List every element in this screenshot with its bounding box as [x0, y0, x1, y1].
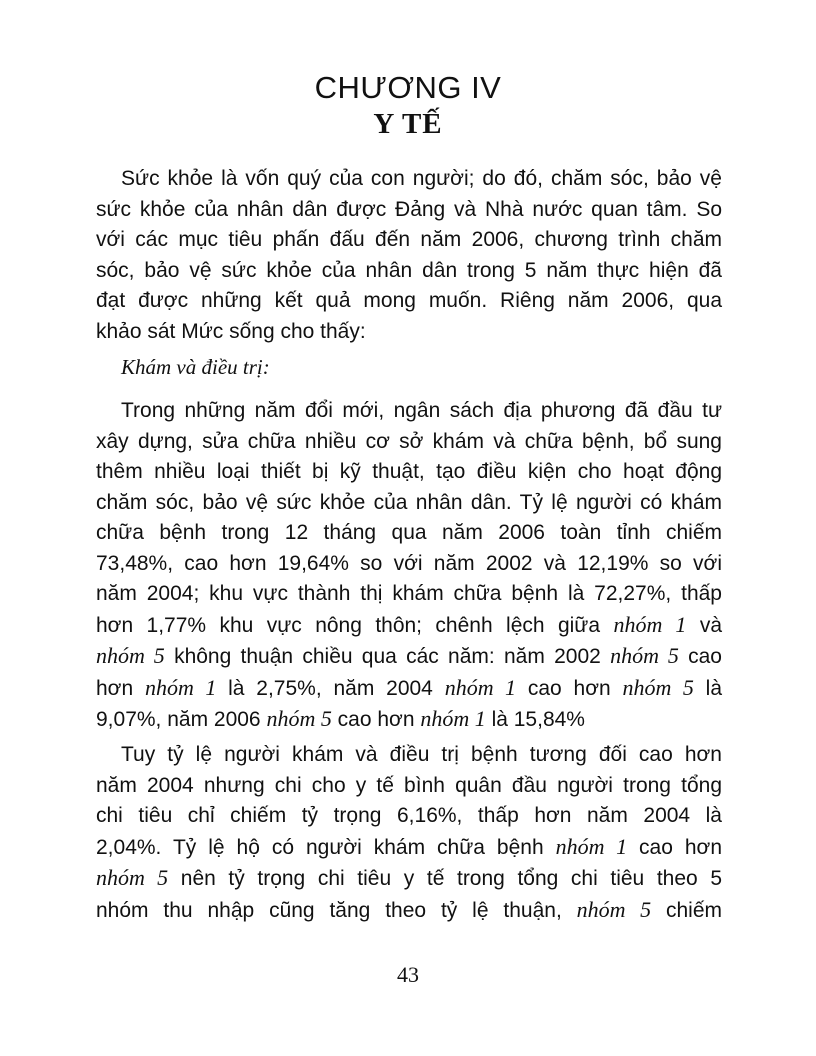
text-run: và: [686, 613, 723, 637]
text-line: chăm sóc, bảo vệ sức khỏe của nhân dân. Tỷ lệ người có khám: [96, 490, 722, 514]
group-term: nhóm 5: [96, 643, 165, 668]
text-line: năm 2004 nhưng chi cho y tế bình quân đầu người trong tổng: [96, 773, 722, 797]
group-term: nhóm 5: [96, 865, 169, 890]
text-run: nhóm thu nhập cũng tăng theo tỷ lệ thuận,: [96, 898, 577, 922]
text-line: [96, 641, 722, 673]
text-line: chữa bệnh trong 12 tháng qua năm 2006 toàn tỉnh chiếm: [96, 521, 722, 544]
group-term: nhóm 1: [444, 674, 517, 700]
group-term: nhóm 1: [420, 706, 486, 731]
text-line: năm 2004; khu vực thành thị khám chữa bệnh là 72,27%, thấp: [96, 582, 722, 605]
text-run: 2,04%. Tỷ lệ hộ có người khám chữa bệnh: [96, 835, 556, 859]
treatment-paragraph: [96, 396, 722, 736]
text-run: 9,07%, năm 2006: [96, 708, 267, 731]
text-line: Tuy tỷ lệ người khám và điều trị bệnh tương đối cao hơn: [121, 743, 722, 766]
text-line: Sức khỏe là vốn quý của con người; do đó, chăm sóc, bảo vệ: [121, 167, 722, 190]
text-line: [96, 704, 722, 736]
text-run: cao: [678, 645, 722, 668]
text-run: hơn: [96, 676, 145, 700]
group-term: nhóm 1: [613, 611, 687, 637]
text-line: chi tiêu chỉ chiếm tỷ trọng 6,16%, thấp hơn năm 2004 là: [96, 804, 722, 827]
spending-paragraph: [96, 740, 722, 926]
text-line: sức khỏe của nhân dân được Đảng và Nhà nước quan tâm. So: [96, 197, 722, 221]
text-run: nên tỷ trọng chi tiêu y tế trong tổng chi tiêu theo 5: [168, 867, 723, 890]
group-term: nhóm 5: [610, 643, 679, 668]
text-run: hơn 1,77% khu vực nông thôn; chênh lệch giữa: [96, 613, 614, 637]
group-term: nhóm 5: [266, 706, 332, 731]
text-run: không thuận chiều qua các năm: năm 2002: [164, 645, 611, 668]
text-run: là 15,84%: [485, 708, 585, 731]
text-run: là 2,75%, năm 2004: [216, 676, 445, 700]
section-subheading: Khám và điều trị:: [121, 355, 270, 379]
group-term: nhóm 5: [622, 674, 694, 700]
text-run: cao hơn: [331, 708, 421, 731]
text-run: cao hơn: [627, 835, 722, 859]
text-line: thêm nhiều loại thiết bị kỹ thuật, tạo điều kiện cho hoạt động: [96, 460, 722, 483]
text-line: [96, 863, 722, 895]
text-line: xây dựng, sửa chữa nhiều cơ sở khám và chữa bệnh, bổ sung: [96, 429, 722, 453]
text-line: [96, 610, 722, 642]
text-line: đạt được những kết quả mong muốn. Riêng năm 2006, qua: [96, 289, 722, 312]
chapter-title: Y TẾ: [373, 108, 443, 140]
group-term: nhóm 1: [144, 674, 217, 700]
text-line: [96, 673, 722, 705]
text-line: với các mục tiêu phấn đấu đến năm 2006, chương trình chăm: [96, 228, 722, 251]
group-term: nhóm 5: [576, 896, 652, 922]
text-run: là: [693, 676, 723, 700]
group-term: nhóm 1: [555, 833, 628, 859]
text-line: khảo sát Mức sống cho thấy:: [96, 319, 366, 343]
text-line: sóc, bảo vệ sức khỏe của nhân dân trong 5 năm thực hiện đã: [96, 258, 722, 282]
text-line: [96, 832, 722, 864]
text-run: chiếm: [651, 898, 722, 922]
text-line: 73,48%, cao hơn 19,64% so với năm 2002 và 12,19% so với: [96, 551, 722, 575]
page-number: 43: [397, 962, 419, 987]
text-run: cao hơn: [516, 676, 623, 700]
text-line: Trong những năm đổi mới, ngân sách địa phương đã đầu tư: [121, 399, 722, 422]
text-line: [96, 895, 722, 927]
chapter-label: CHƯƠNG IV: [314, 70, 502, 105]
intro-paragraph: [96, 164, 722, 347]
